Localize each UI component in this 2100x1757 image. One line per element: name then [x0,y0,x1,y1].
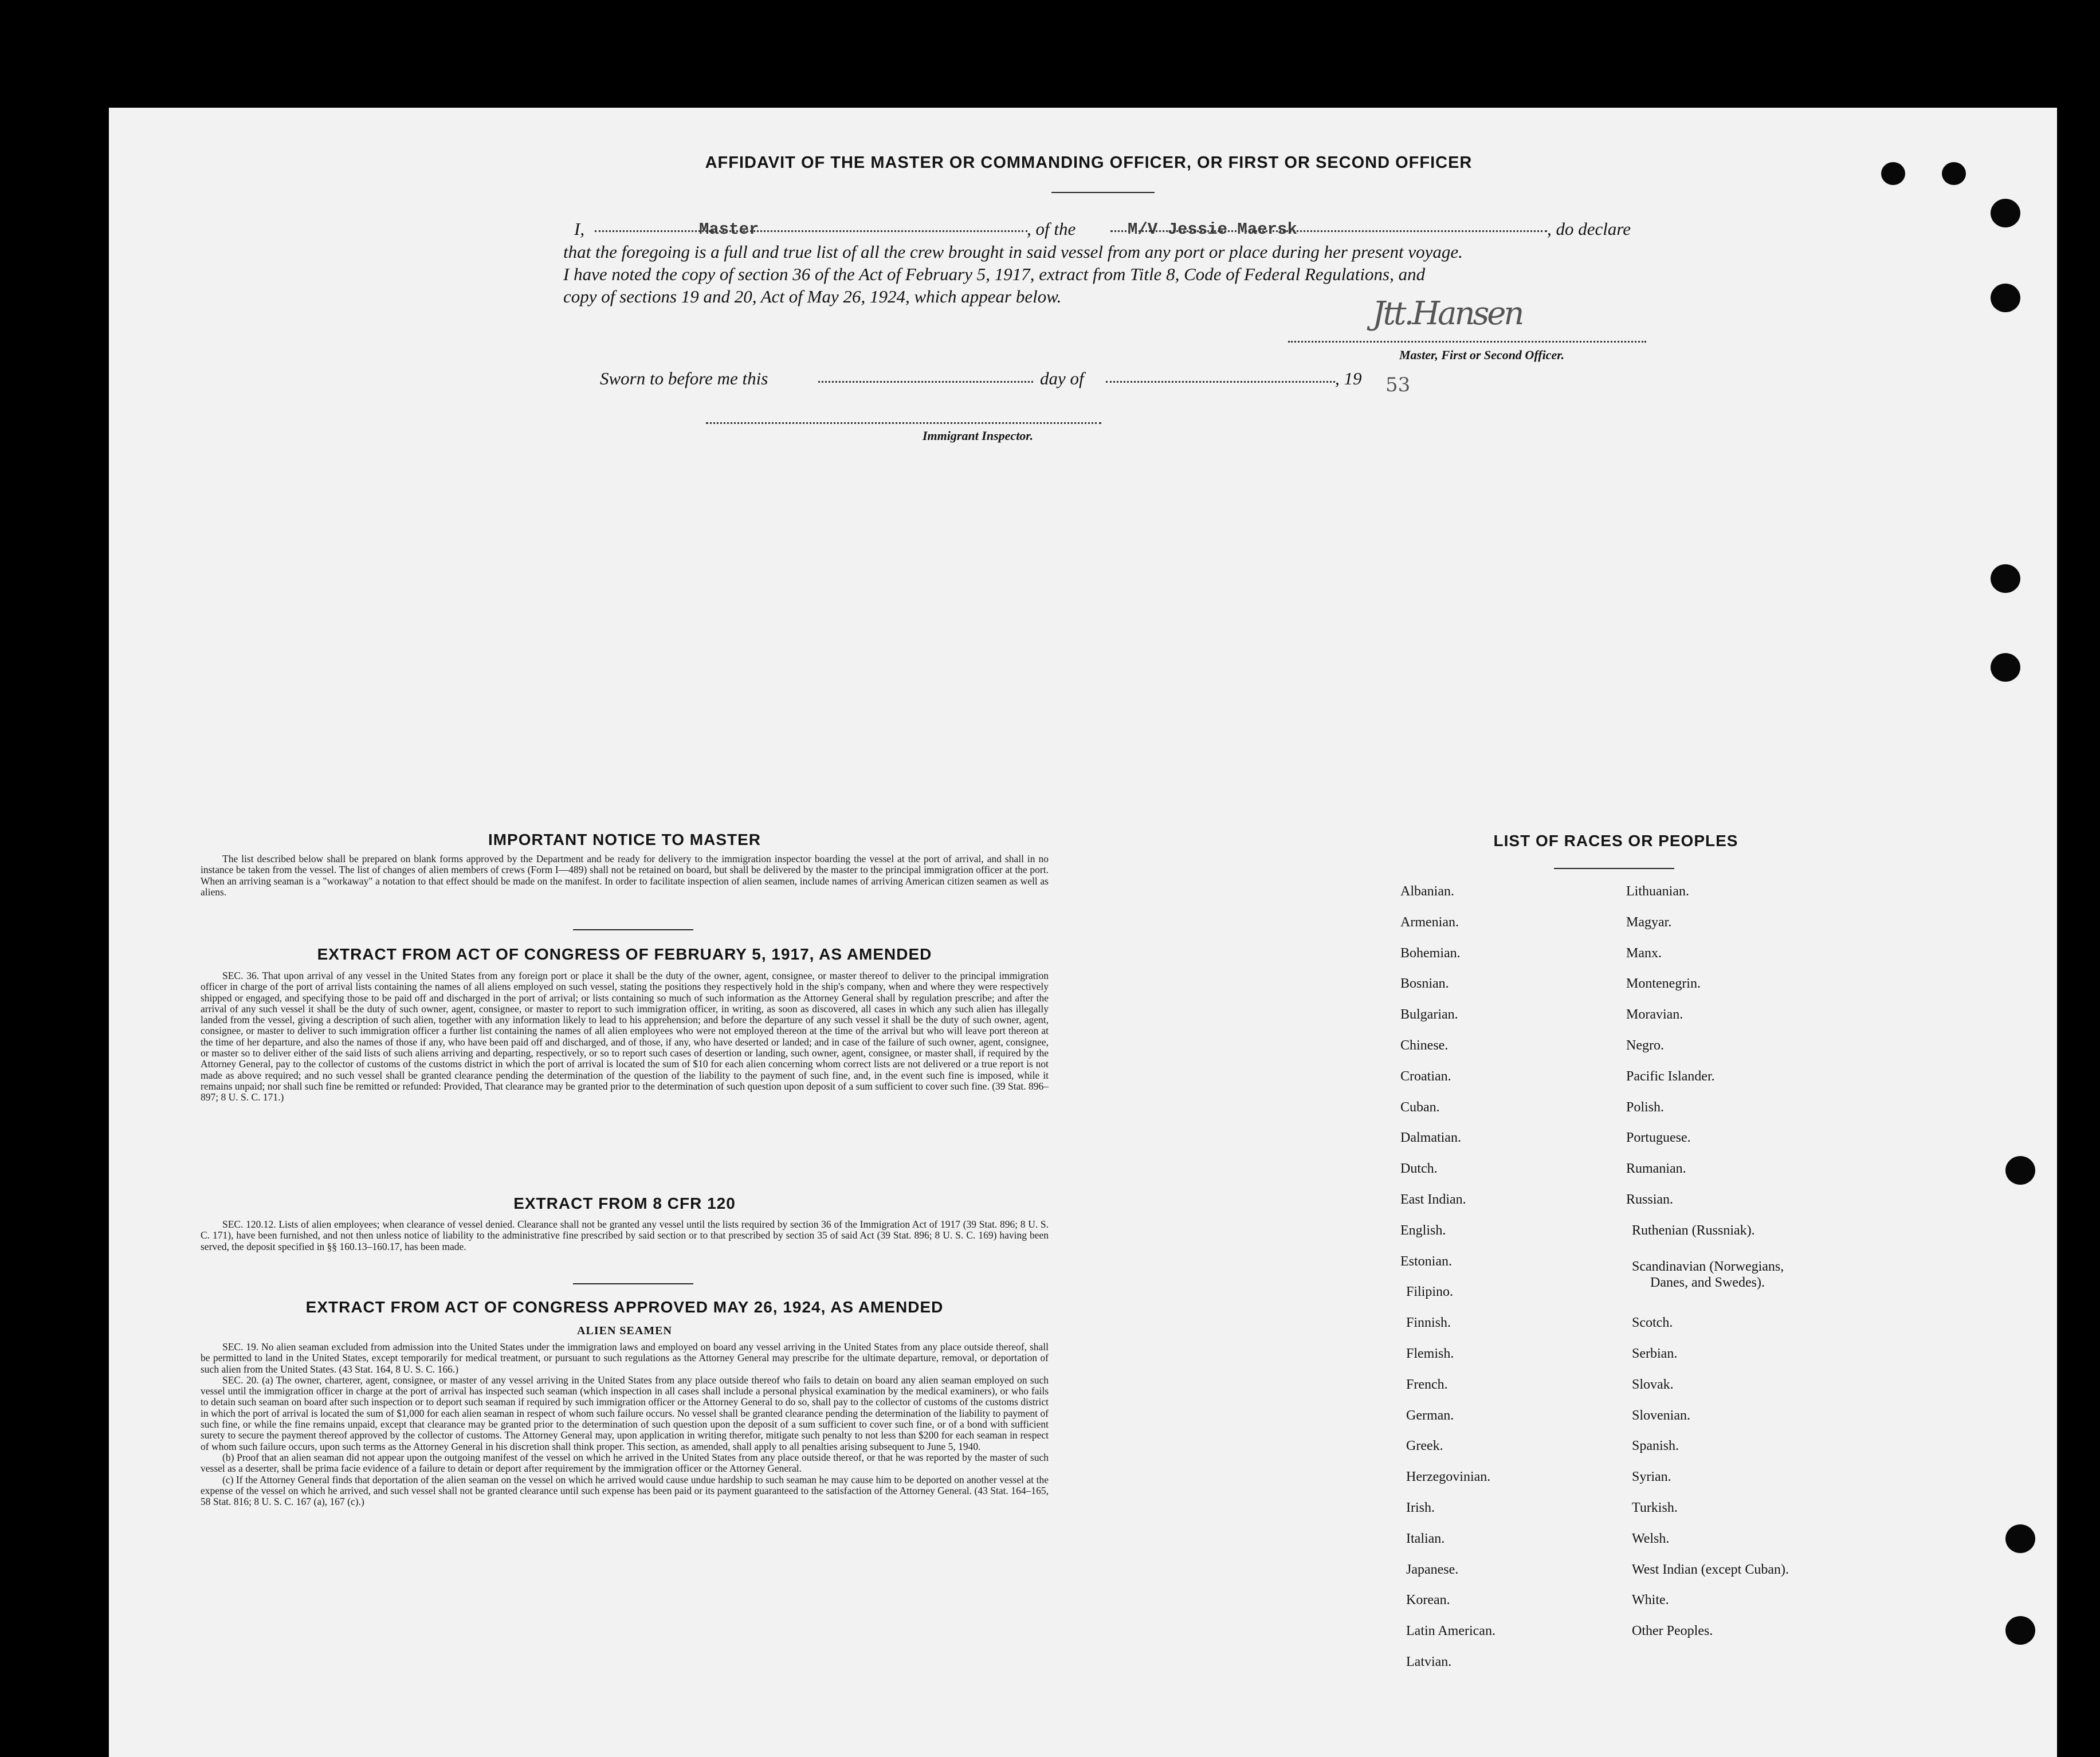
race-item-left: Greek. [1406,1438,1443,1453]
race-item-left: Latin American. [1406,1624,1495,1638]
declaration-line-2: that the foregoing is a full and true list of all the crew brought in said vessel from any port or place during her present voyage. [563,242,1463,262]
sworn-day-of: day of [1040,368,1084,388]
extract-1917-title: EXTRACT FROM ACT OF CONGRESS OF FEBRUARY 5, 1917, AS AMENDED [317,945,932,963]
race-item-right-cont: Danes, and Swedes). [1650,1275,1765,1290]
extract-1924-title: EXTRACT FROM ACT OF CONGRESS APPROVED MAY 26, 1924, AS AMENDED [305,1298,944,1316]
race-item-left: Croatian. [1400,1069,1451,1084]
sec-20a-text: SEC. 20. (a) The owner, charterer, agent, consignee, or master of any vessel arriving in the United States from any place outside thereof who fails to detain on board any alien seaman employed on such vessel until the immigration officer in charge at the port of arrival has inspected such seaman (which inspection in all cases shall include a personal physical examination by the medical examiners), or who fails to detain such seaman on board after such inspection or to deport such seaman if required by such immigration officer or the Attorney General to do so, shall pay to the collector of customs of the customs district in which the port of arrival is located the sum of $1,000 for each alien seaman in respect of whom such failure occurs. No vessel shall be granted clearance pending the determination of the liability to payment of such fine, or while the fine remains unpaid, except that clearance may be granted prior to the determination of such question upon the deposit of a sum sufficient to cover such fine, or of a bond with sufficient surety to secure the payment thereof approved by the collector of customs. The Attorney General may, upon application in writing therefor, mitigate such penalty to not less than $200 for each seaman in respect of whom such failure occurs, upon such terms as the Attorney General in his discretion shall think proper. This section, as amended, shall apply to all penalties arising subsequent to June 5, 1940. [201,1374,1049,1452]
alien-seamen-subtitle: ALIEN SEAMEN [577,1324,672,1337]
sec-20b-text: (b) Proof that an alien seaman did not appear upon the outgoing manifest of the vessel on which he arrived in the United States from any place outside thereof, or that he was reported by the master of such vessel as a deserter, shall be prima facie evidence of a failure to detain or deport after requirement by the immigration officer or the Attorney General. [201,1451,1049,1475]
race-item-right: Pacific Islander. [1626,1069,1715,1084]
sworn-year-prefix: , 19 [1335,368,1362,388]
declaration-i: I, [574,219,585,239]
punch-hole [2005,1524,2035,1553]
declaration-of-the: , of the [1027,219,1076,239]
sec-20c-text: (c) If the Attorney General finds that deportation of the alien seaman on the vessel on which he arrived would cause undue hardship to such seaman he may cause him to be deported on another vessel at the expense of the vessel on which he arrived, and such vessel shall not be granted clearance until such expense has been paid or its payment guaranteed to the satisfaction of the Attorney General. (43 Stat. 164–165, 58 Stat. 816; 8 U. S. C. 167 (a), 167 (c).) [201,1473,1049,1508]
sec-19-text: SEC. 19. No alien seaman excluded from admission into the United States under the immigration laws and employed on board any vessel arriving in the United States from any place outside thereof, shall be permitted to land in the United States, except temporarily for medical treatment, or pursuant to such regulations as the Attorney General may prescribe for the ultimate departure, removal, or deportation of such alien from the United States. (43 Stat. 164, 8 U. S. C. 166.) [201,1341,1049,1375]
race-item-left: Chinese. [1400,1038,1449,1053]
race-item-left: English. [1400,1223,1446,1238]
notice-text: The list described below shall be prepared on blank forms approved by the Department and be ready for delivery to the immigration inspector boarding the vessel at the port of arrival, and shall in no instance be taken from the vessel. The list of changes of alien members of crews (Form I—489) shall not be retained on board, but shall be delivered by the master to the principal immigration officer at the port. When an arriving seaman is a "workaway" a notation to that effect should be made on the manifest. In order to facilitate inspection of alien seamen, include names of arriving American citizen seamen as well as aliens. [201,853,1049,898]
sworn-month-field [1106,381,1335,383]
typed-master: Master [699,220,759,239]
punch-hole [1991,564,2020,593]
punch-hole [2005,1156,2035,1185]
races-title: LIST OF RACES OR PEOPLES [1493,832,1738,850]
master-name-field [595,230,1027,232]
race-item-left: Filipino. [1406,1284,1454,1299]
race-item-left: Dalmatian. [1400,1130,1461,1145]
race-item-right: Turkish. [1632,1500,1678,1515]
race-item-left: Bohemian. [1400,946,1461,961]
race-item-left: Latvian. [1406,1654,1452,1669]
typed-vessel: M/V Jessie Maersk [1128,220,1297,239]
race-item-right: Moravian. [1626,1007,1683,1022]
inspector-signature-line [706,422,1101,424]
race-item-right: Slovenian. [1632,1408,1690,1423]
race-item-left: Dutch. [1400,1161,1438,1176]
sworn-year-handwritten: 53 [1385,374,1411,396]
race-item-left: German. [1406,1408,1454,1423]
race-item-right: Lithuanian. [1626,884,1689,899]
extract-1917-body [201,970,1049,1103]
race-item-left: Italian. [1406,1531,1445,1546]
sec-120-12-text: SEC. 120.12. Lists of alien employees; when clearance of vessel denied. Clearance shall not be granted any vessel until the lists required by section 36 of the Immigration Act of 1917 (39 Stat. 896; 8 U. S. C. 171), have been furnished, and not then unless notice of liability to the administrative fine prescribed by said section or to that prescribed by section 35 of said Act (39 Stat. 896; 8 U. S. C. 169) having been served, the deposit specified in §§ 160.13–160.17, has been made. [201,1218,1049,1252]
notice-body [201,854,1049,898]
declaration-do-declare: , do declare [1547,219,1631,239]
extract-1924-body [201,1342,1049,1507]
affidavit-title: AFFIDAVIT OF THE MASTER OR COMMANDING OFFICER, OR FIRST OR SECOND OFFICER [705,154,1473,172]
notice-rule [573,929,693,930]
race-item-left: Cuban. [1400,1100,1440,1115]
extract-cfr-title: EXTRACT FROM 8 CFR 120 [513,1194,736,1212]
punch-hole [1991,199,2020,227]
cfr-rule [573,1283,693,1284]
punch-hole [1942,162,1966,185]
extract-cfr-body [201,1219,1049,1252]
race-item-left: Armenian. [1400,915,1459,930]
race-item-left: Flemish. [1406,1346,1454,1361]
race-item-right: Slovak. [1632,1377,1674,1392]
declaration-line-4: copy of sections 19 and 20, Act of May 26, 1924, which appear below. [563,286,1062,306]
punch-hole [1991,653,2020,682]
race-item-right: Scandinavian (Norwegians, [1632,1259,1784,1274]
punch-hole [1991,284,2020,312]
document-page [109,108,2057,1757]
race-item-left: Japanese. [1406,1562,1459,1577]
race-item-right: Ruthenian (Russniak). [1632,1223,1755,1238]
sec-36-text: SEC. 36. That upon arrival of any vessel in the United States from any foreign port or place it shall be the duty of the owner, agent, consignee, or master thereof to deliver to the principal immigration officer in charge of the port of arrival lists containing the names of all aliens employed on such vessel, stating the positions they respectively hold in the ship's company, when and where they were respectively shipped or engaged, and specifying those to be paid off and discharged in the port of arrival; or lists containing so much of such information as the Attorney General shall by regulation prescribe; and after the arrival of any such vessel it shall be the duty of such owner, agent, consignee, or master to report to such immigration officer, in writing, as soon as discovered, all cases in which any such alien has illegally landed from the vessel, giving a description of such alien, together with any information likely to lead to his apprehension; and before the departure of any such vessel it shall be the duty of such owner, agent, consignee, or master to deliver to such immigration officer a further list containing the names of all alien employees who were not employed thereon at the time of the arrival but who will leave port thereon at the time of her departure, and also the names of those if any, who have been paid off and discharged, and of those, if any, who have deserted or landed; and in case of the failure of such owner, agent, consignee, or master so to deliver either of the said lists of such aliens arriving and departing, respectively, or so to report such cases of desertion or landing, such owner, agent, consignee, or master shall, if required by the Attorney General, pay to the collector of customs of the customs district in which the port of arrival is located the sum of $10 for each alien concerning whom correct lists are not delivered or a true report is not made as above required; and no such vessel shall be granted clearance pending the determination of the question of the liability to the payment of such fine, and, in the event such fine is imposed, while it remains unpaid; nor shall such fine be remitted or refunded: Provided, That clearance may be granted prior to the determination of such question upon deposit of a sum sufficient to cover such fine. (39 Stat. 896–897; 8 U. S. C. 171.) [201,970,1049,1103]
race-item-right: Spanish. [1632,1438,1679,1453]
race-item-right: Manx. [1626,946,1662,961]
master-signature: Jtt.Hansen [1372,295,1522,332]
race-item-right: Scotch. [1632,1315,1673,1330]
race-item-left: Bulgarian. [1400,1007,1458,1022]
race-item-left: East Indian. [1400,1192,1466,1207]
races-rule [1554,868,1674,869]
race-item-right: Portuguese. [1626,1130,1691,1145]
signature-line [1288,341,1646,343]
race-item-left: French. [1406,1377,1448,1392]
race-item-left: Finnish. [1406,1315,1451,1330]
inspector-caption: Immigrant Inspector. [923,429,1034,443]
race-item-right: Magyar. [1626,915,1672,930]
notice-title: IMPORTANT NOTICE TO MASTER [488,831,762,848]
race-item-left: Herzegovinian. [1406,1469,1491,1484]
race-item-right: Montenegrin. [1626,976,1701,991]
punch-hole [1881,162,1905,185]
race-item-right: Russian. [1626,1192,1674,1207]
race-item-right: White. [1632,1593,1669,1607]
sworn-day-field [818,381,1033,383]
punch-hole [2005,1616,2035,1645]
signature-caption: Master, First or Second Officer. [1399,348,1565,362]
race-item-left: Estonian. [1400,1254,1452,1269]
race-item-right: Polish. [1626,1100,1665,1115]
title-rule [1051,192,1155,193]
race-item-right: Serbian. [1632,1346,1678,1361]
declaration-line-3: I have noted the copy of section 36 of the Act of February 5, 1917, extract from Title 8, Code of Federal Regulations, and [563,264,1426,284]
race-item-left: Irish. [1406,1500,1435,1515]
race-item-left: Bosnian. [1400,976,1449,991]
race-item-right: Welsh. [1632,1531,1670,1546]
race-item-left: Albanian. [1400,884,1454,899]
race-item-right: West Indian (except Cuban). [1632,1562,1789,1577]
race-item-right: Rumanian. [1626,1161,1686,1176]
sworn-prefix: Sworn to before me this [600,368,768,388]
race-item-right: Negro. [1626,1038,1664,1053]
race-item-right: Syrian. [1632,1469,1671,1484]
race-item-left: Korean. [1406,1593,1450,1607]
race-item-right: Other Peoples. [1632,1624,1713,1638]
